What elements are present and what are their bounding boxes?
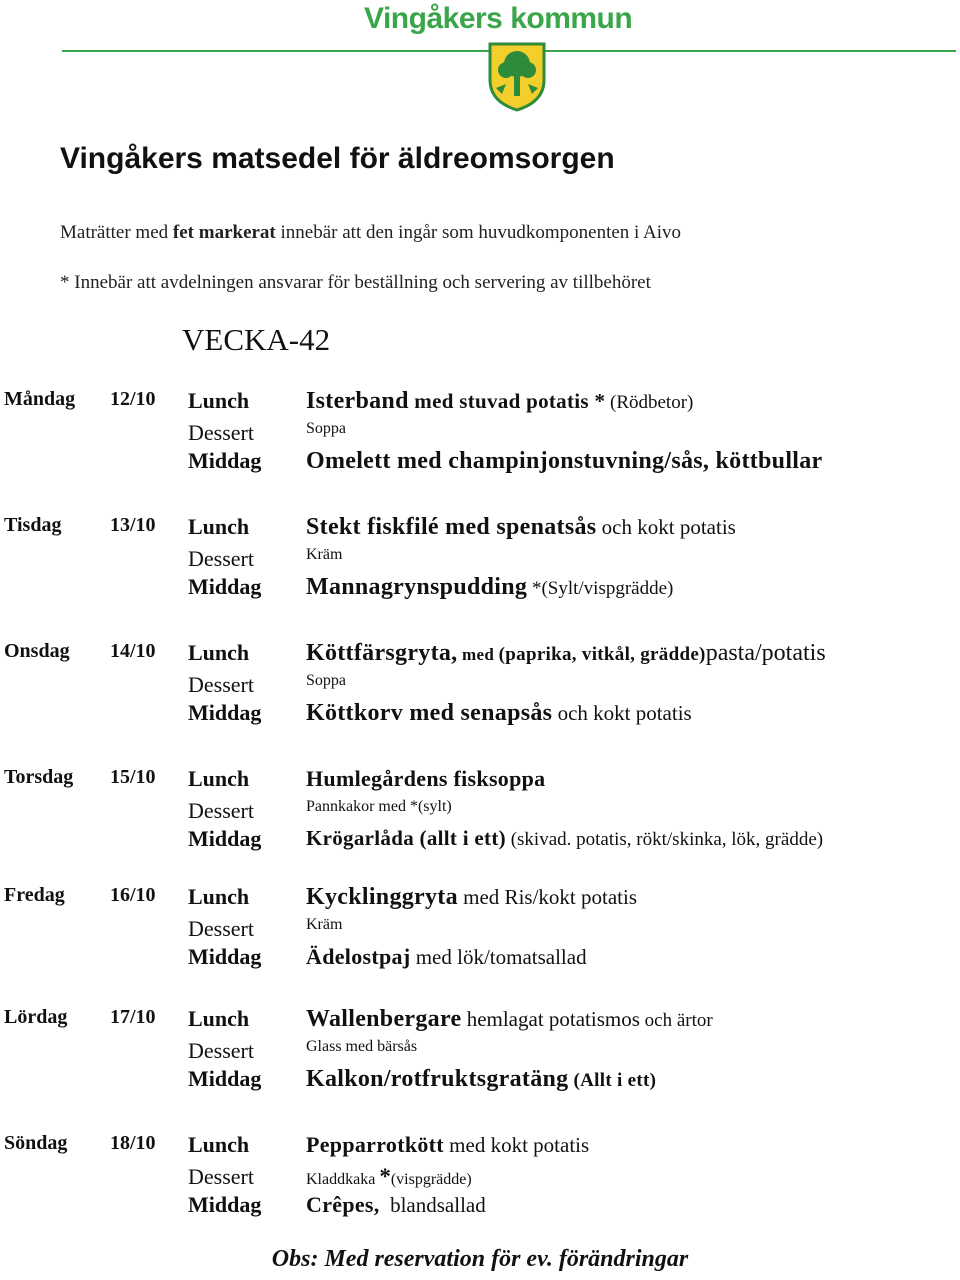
dish-main: Köttfärsgryta, — [306, 640, 458, 666]
day-sunday — [0, 1132, 960, 1232]
header-brand — [0, 0, 960, 115]
dish-extra: och ärtor — [639, 1010, 713, 1031]
lunch-dish — [306, 884, 637, 911]
lunch-dish — [306, 1006, 713, 1033]
intro-prefix: Maträtter med — [60, 222, 173, 243]
lunch-label: Lunch — [188, 1132, 250, 1157]
middag-label: Middag — [188, 944, 262, 969]
intro-text — [60, 222, 681, 244]
dish-main: Isterband — [306, 388, 409, 414]
dessert-dish: Kräm — [306, 546, 343, 563]
day-saturday — [0, 1006, 960, 1106]
day-date: 18/10 — [110, 1132, 156, 1154]
middag-dish — [306, 1066, 656, 1093]
day-date: 13/10 — [110, 514, 156, 536]
dish-asterisk: * — [379, 1164, 391, 1189]
dish-extra: (paprika, vitkål, grädde) — [498, 644, 706, 665]
lunch-label: Lunch — [188, 766, 250, 791]
middag-dish — [306, 826, 823, 851]
dessert-dish: Soppa — [306, 420, 346, 437]
dish-main: Wallenbergare — [306, 1006, 462, 1032]
middag-dish — [306, 574, 673, 601]
dessert-dish — [306, 1164, 472, 1190]
dish-side: hemlagat potatismos — [461, 1007, 640, 1031]
middag-label: Middag — [188, 826, 262, 851]
day-date: 12/10 — [110, 388, 156, 410]
day-thursday — [0, 766, 960, 866]
dish-side: och kokt potatis — [596, 515, 736, 539]
dish-main: Pepparrotkött — [306, 1132, 444, 1157]
asterisk-note: * Innebär att avdelningen ansvarar för beställning och servering av tillbehöret — [60, 272, 651, 293]
middag-label: Middag — [188, 1192, 262, 1217]
middag-dish — [306, 448, 823, 475]
dish-side: med Ris/kokt potatis — [457, 885, 637, 909]
day-date: 17/10 — [110, 1006, 156, 1028]
day-name: Tisdag — [4, 514, 62, 536]
dish-extra: (skivad. potatis, rökt/skinka, lök, grädde) — [505, 829, 824, 850]
coat-of-arms-logo — [486, 40, 548, 112]
dessert-label: Dessert — [188, 420, 254, 445]
lunch-dish — [306, 1132, 589, 1158]
dessert-label: Dessert — [188, 916, 254, 941]
dish-connector: med — [457, 645, 499, 664]
dish-main: Krögarlåda (allt i ett) — [306, 826, 506, 850]
middag-dish — [306, 700, 692, 727]
dish-main: Ädelostpaj — [306, 944, 411, 969]
dessert-label: Dessert — [188, 798, 254, 823]
middag-label: Middag — [188, 448, 262, 473]
dish-main: Kalkon/rotfruktsgratäng — [306, 1066, 569, 1092]
dessert-dish: Pannkakor med *(sylt) — [306, 798, 452, 815]
lunch-label: Lunch — [188, 1006, 250, 1031]
dish-extra: (vispgrädde) — [390, 1171, 472, 1188]
lunch-dish — [306, 640, 826, 667]
day-wednesday — [0, 640, 960, 740]
lunch-dish — [306, 388, 693, 415]
day-date: 14/10 — [110, 640, 156, 662]
brand-name: Vingåkers kommun — [364, 2, 633, 35]
day-name: Måndag — [4, 388, 76, 410]
day-date: 16/10 — [110, 884, 156, 906]
intro-bold: fet markerat — [172, 222, 276, 243]
intro-suffix: innebär att den ingår som huvudkomponenten i Aivo — [275, 222, 682, 243]
lunch-label: Lunch — [188, 884, 250, 909]
middag-label: Middag — [188, 700, 262, 725]
dessert-dish: Soppa — [306, 672, 346, 689]
lunch-label: Lunch — [188, 514, 250, 539]
dish-side: med lök/tomatsallad — [410, 945, 587, 969]
dish-side: och kokt potatis — [552, 701, 692, 725]
dish-side: med kokt potatis — [443, 1133, 590, 1157]
day-monday — [0, 388, 960, 488]
dish-side: blandsallad — [379, 1193, 486, 1217]
day-tuesday — [0, 514, 960, 614]
day-name: Torsdag — [4, 766, 74, 788]
day-friday — [0, 884, 960, 984]
dish-main: Stekt fiskfilé med spenatsås — [306, 514, 597, 540]
day-name: Fredag — [4, 884, 65, 906]
middag-label: Middag — [188, 574, 262, 599]
dessert-label: Dessert — [188, 546, 254, 571]
dish-main: Köttkorv med senapsås — [306, 700, 553, 726]
dessert-dish: Glass med bärsås — [306, 1038, 418, 1055]
middag-label: Middag — [188, 1066, 262, 1091]
dish-main: Kycklinggryta — [306, 884, 458, 910]
middag-dish — [306, 944, 587, 970]
dish-extra: (Allt i ett) — [568, 1070, 657, 1091]
day-name: Lördag — [4, 1006, 68, 1028]
dish-main: Mannagrynspudding — [306, 574, 528, 600]
dessert-label: Dessert — [188, 1038, 254, 1063]
dessert-label: Dessert — [188, 1164, 254, 1189]
lunch-label: Lunch — [188, 388, 250, 413]
dish-main: Kladdkaka — [306, 1171, 380, 1188]
day-name: Söndag — [4, 1132, 68, 1154]
lunch-dish — [306, 514, 736, 541]
dish-main: Crêpes, — [306, 1192, 380, 1217]
dish-side: pasta/potatis — [705, 640, 826, 666]
day-date: 15/10 — [110, 766, 156, 788]
day-name: Onsdag — [4, 640, 70, 662]
week-heading: VECKA-42 — [182, 322, 331, 357]
reservation-note: Obs: Med reservation för ev. förändringar — [271, 1246, 689, 1272]
dish-main: Humlegårdens fisksoppa — [306, 766, 546, 791]
lunch-label: Lunch — [188, 640, 250, 665]
dish-asterisk: * — [594, 389, 606, 413]
middag-dish — [306, 1192, 486, 1218]
dessert-label: Dessert — [188, 672, 254, 697]
dessert-dish: Kräm — [306, 916, 343, 933]
page-title: Vingåkers matsedel för äldreomsorgen — [60, 142, 615, 175]
dish-main: Omelett med champinjonstuvning/sås, köttbullar — [306, 448, 823, 474]
dish-side: med stuvad potatis — [408, 389, 595, 413]
lunch-dish — [306, 766, 545, 792]
dish-extra: (Rödbetor) — [605, 392, 694, 413]
dish-extra: *(Sylt/vispgrädde) — [527, 578, 674, 599]
